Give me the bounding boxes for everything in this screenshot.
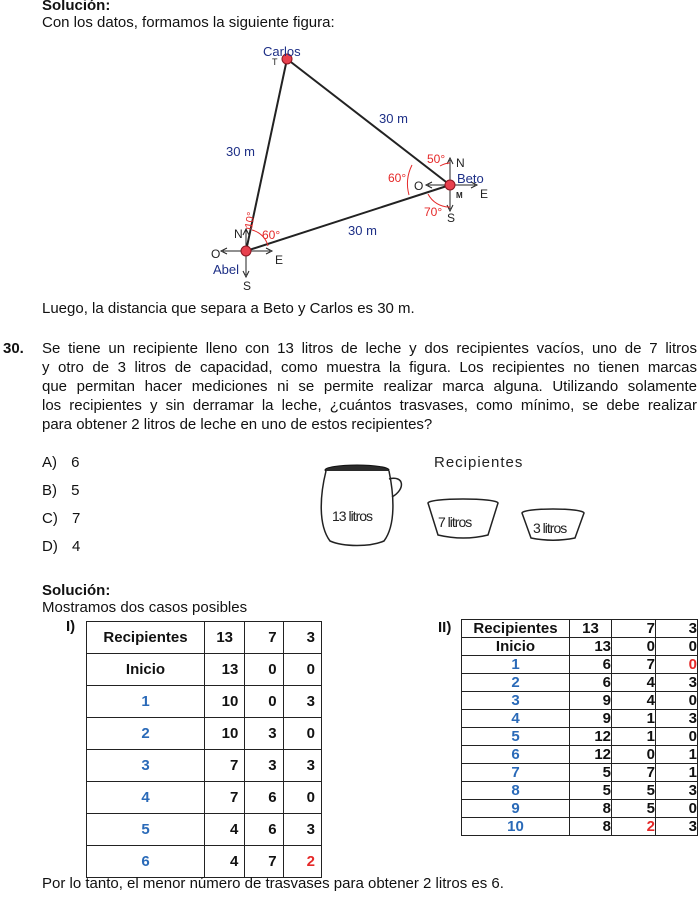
option-letter: B): [42, 482, 57, 499]
bowl-3-label: 3 litros: [533, 520, 567, 536]
table-row: [462, 728, 698, 746]
side-top-label: 30 m: [379, 111, 408, 126]
angle-60-abel: 60°: [262, 228, 281, 242]
label-beto: Beto: [457, 171, 484, 186]
solution1-conclusion: Luego, la distancia que separa a Beto y Carlos es 30 m.: [42, 300, 415, 317]
angle-60-beto: 60°: [388, 171, 407, 185]
step-cell: 1: [87, 686, 205, 718]
value-cell: 13: [570, 638, 612, 656]
value-cell: 8: [570, 800, 612, 818]
value-cell: 0: [283, 718, 321, 750]
highlight-cell: 2: [283, 846, 321, 878]
problem-number: 30.: [3, 340, 24, 357]
step-cell: Inicio: [462, 638, 570, 656]
value-cell: 6: [245, 782, 283, 814]
jug-label: 13 litros: [332, 508, 373, 524]
table-row: [87, 686, 322, 718]
side-carlos-beto: [287, 59, 450, 185]
step-cell: 5: [462, 728, 570, 746]
value-cell: 10: [205, 686, 245, 718]
value-cell: 7: [205, 782, 245, 814]
solution2-heading: Solución:: [42, 582, 111, 599]
option-value: 6: [71, 454, 80, 471]
abel-s: S: [243, 279, 252, 293]
table-row: [462, 638, 698, 656]
value-cell: 4: [612, 692, 656, 710]
value-cell: 3: [245, 718, 283, 750]
containers-figure: [300, 445, 620, 555]
table-row: [462, 656, 698, 674]
value-cell: 5: [612, 800, 656, 818]
step-cell: 7: [462, 764, 570, 782]
value-cell: 1: [612, 710, 656, 728]
value-cell: 5: [570, 764, 612, 782]
header-cell: Recipientes: [87, 622, 205, 654]
value-cell: 1: [656, 764, 698, 782]
beto-o: O: [414, 179, 424, 193]
header-cell: 13: [205, 622, 245, 654]
value-cell: 4: [612, 674, 656, 692]
value-cell: 0: [656, 728, 698, 746]
value-cell: 7: [245, 846, 283, 878]
bowl-7-label: 7 litros: [438, 514, 472, 530]
header-cell: 3: [283, 622, 321, 654]
table-case-2: [461, 619, 698, 836]
step-cell: 3: [462, 692, 570, 710]
highlight-cell: 0: [656, 656, 698, 674]
table-row: [87, 782, 322, 814]
angle-50: 50°: [427, 152, 446, 166]
value-cell: 1: [612, 728, 656, 746]
table-case-1: [86, 621, 322, 878]
side-bottom-label: 30 m: [348, 223, 377, 238]
value-cell: 6: [570, 656, 612, 674]
step-cell: 2: [462, 674, 570, 692]
value-cell: 6: [570, 674, 612, 692]
table-row: [462, 674, 698, 692]
value-cell: 10: [205, 718, 245, 750]
side-left-label: 30 m: [226, 144, 255, 159]
problem-line-3: que permitan hacer mediciones ni se permite realizar marca alguna. Utilizando solamente: [42, 378, 697, 395]
header-cell: 3: [656, 620, 698, 638]
value-cell: 0: [245, 654, 283, 686]
header-cell: 13: [570, 620, 612, 638]
value-cell: 7: [612, 764, 656, 782]
table-row: [87, 846, 322, 878]
step-cell: 4: [462, 710, 570, 728]
case-2-label: II): [438, 619, 452, 636]
value-cell: 3: [283, 686, 321, 718]
value-cell: 9: [570, 692, 612, 710]
table-row: [462, 818, 698, 836]
table-row: [462, 764, 698, 782]
beto-point: [445, 180, 455, 190]
case-1-label: I): [66, 618, 76, 635]
table-row: [87, 718, 322, 750]
value-cell: 5: [570, 782, 612, 800]
option-letter: C): [42, 510, 58, 527]
value-cell: 7: [205, 750, 245, 782]
angle-10: 10°: [243, 211, 258, 230]
option-a[interactable]: [42, 454, 80, 471]
solution2-subtitle: Mostramos dos casos posibles: [42, 599, 248, 616]
value-cell: 13: [205, 654, 245, 686]
header-cell: 7: [245, 622, 283, 654]
jug-icon: [321, 465, 401, 546]
header-cell: Recipientes: [462, 620, 570, 638]
value-cell: 0: [245, 686, 283, 718]
option-value: 5: [71, 482, 80, 499]
problem-line-1: Se tiene un recipiente lleno con 13 litros de leche y dos recipientes vacíos, uno de 7 litros: [42, 340, 697, 357]
step-cell: 2: [87, 718, 205, 750]
table-row: [87, 814, 322, 846]
triangle-figure: [0, 0, 700, 300]
abel-o: O: [211, 247, 221, 261]
beto-n: N: [456, 156, 465, 170]
step-cell: 9: [462, 800, 570, 818]
value-cell: 5: [612, 782, 656, 800]
table-header-row: [87, 622, 322, 654]
option-value: 7: [72, 510, 81, 527]
value-cell: 3: [245, 750, 283, 782]
value-cell: 4: [205, 846, 245, 878]
value-cell: 3: [656, 674, 698, 692]
step-cell: 5: [87, 814, 205, 846]
option-value: 4: [72, 538, 81, 555]
value-cell: 4: [205, 814, 245, 846]
angle-70: 70°: [424, 205, 443, 219]
table-row: [462, 692, 698, 710]
option-b[interactable]: [42, 482, 80, 499]
value-cell: 3: [656, 782, 698, 800]
option-letter: A): [42, 454, 57, 471]
containers-title: Recipientes: [434, 454, 524, 471]
value-cell: 8: [570, 818, 612, 836]
table-row: [462, 782, 698, 800]
option-c[interactable]: [42, 510, 80, 527]
value-cell: 1: [656, 746, 698, 764]
step-cell: 6: [462, 746, 570, 764]
value-cell: 9: [570, 710, 612, 728]
step-cell: 1: [462, 656, 570, 674]
step-cell: 3: [87, 750, 205, 782]
problem-line-4: los recipientes y sin derramar la leche, ¿cuántos trasvases, como mínimo, se debe realizar: [42, 397, 697, 414]
value-cell: 0: [656, 692, 698, 710]
solution-heading: Solución:: [42, 0, 111, 14]
value-cell: 0: [612, 746, 656, 764]
problem-line-5: para obtener 2 litros de leche en uno de estos recipientes?: [42, 416, 433, 433]
value-cell: 7: [612, 656, 656, 674]
step-cell: 4: [87, 782, 205, 814]
value-cell: 3: [283, 814, 321, 846]
option-d[interactable]: [42, 538, 80, 555]
option-letter: D): [42, 538, 58, 555]
value-cell: 0: [283, 782, 321, 814]
label-abel: Abel: [213, 262, 240, 277]
problem-line-2: y otro de 3 litros de capacidad, como muestra la figura. Los recipientes no tienen marcas: [42, 359, 697, 376]
value-cell: 12: [570, 746, 612, 764]
step-cell: 8: [462, 782, 570, 800]
table-row: [87, 654, 322, 686]
step-cell: 10: [462, 818, 570, 836]
table-row: [462, 710, 698, 728]
header-cell: 7: [612, 620, 656, 638]
solution-intro: Con los datos, formamos la siguiente figura:: [42, 14, 335, 31]
highlight-cell: 2: [612, 818, 656, 836]
step-cell: Inicio: [87, 654, 205, 686]
value-cell: 0: [656, 638, 698, 656]
table-row: [462, 800, 698, 818]
value-cell: 0: [656, 800, 698, 818]
abel-e: E: [275, 253, 284, 267]
beto-s: S: [447, 211, 456, 225]
value-cell: 0: [283, 654, 321, 686]
value-cell: 6: [245, 814, 283, 846]
label-m: M: [456, 191, 463, 200]
value-cell: 12: [570, 728, 612, 746]
label-carlos: Carlos: [263, 44, 301, 59]
table-row: [462, 746, 698, 764]
value-cell: 0: [612, 638, 656, 656]
abel-n: N: [234, 227, 243, 241]
abel-point: [241, 246, 251, 256]
step-cell: 6: [87, 846, 205, 878]
final-conclusion: Por lo tanto, el menor número de trasvases para obtener 2 litros es 6.: [42, 875, 504, 892]
value-cell: 3: [656, 710, 698, 728]
value-cell: 3: [656, 818, 698, 836]
beto-e: E: [480, 187, 489, 201]
value-cell: 3: [283, 750, 321, 782]
table-header-row: [462, 620, 698, 638]
label-t: T: [272, 57, 278, 67]
table-row: [87, 750, 322, 782]
